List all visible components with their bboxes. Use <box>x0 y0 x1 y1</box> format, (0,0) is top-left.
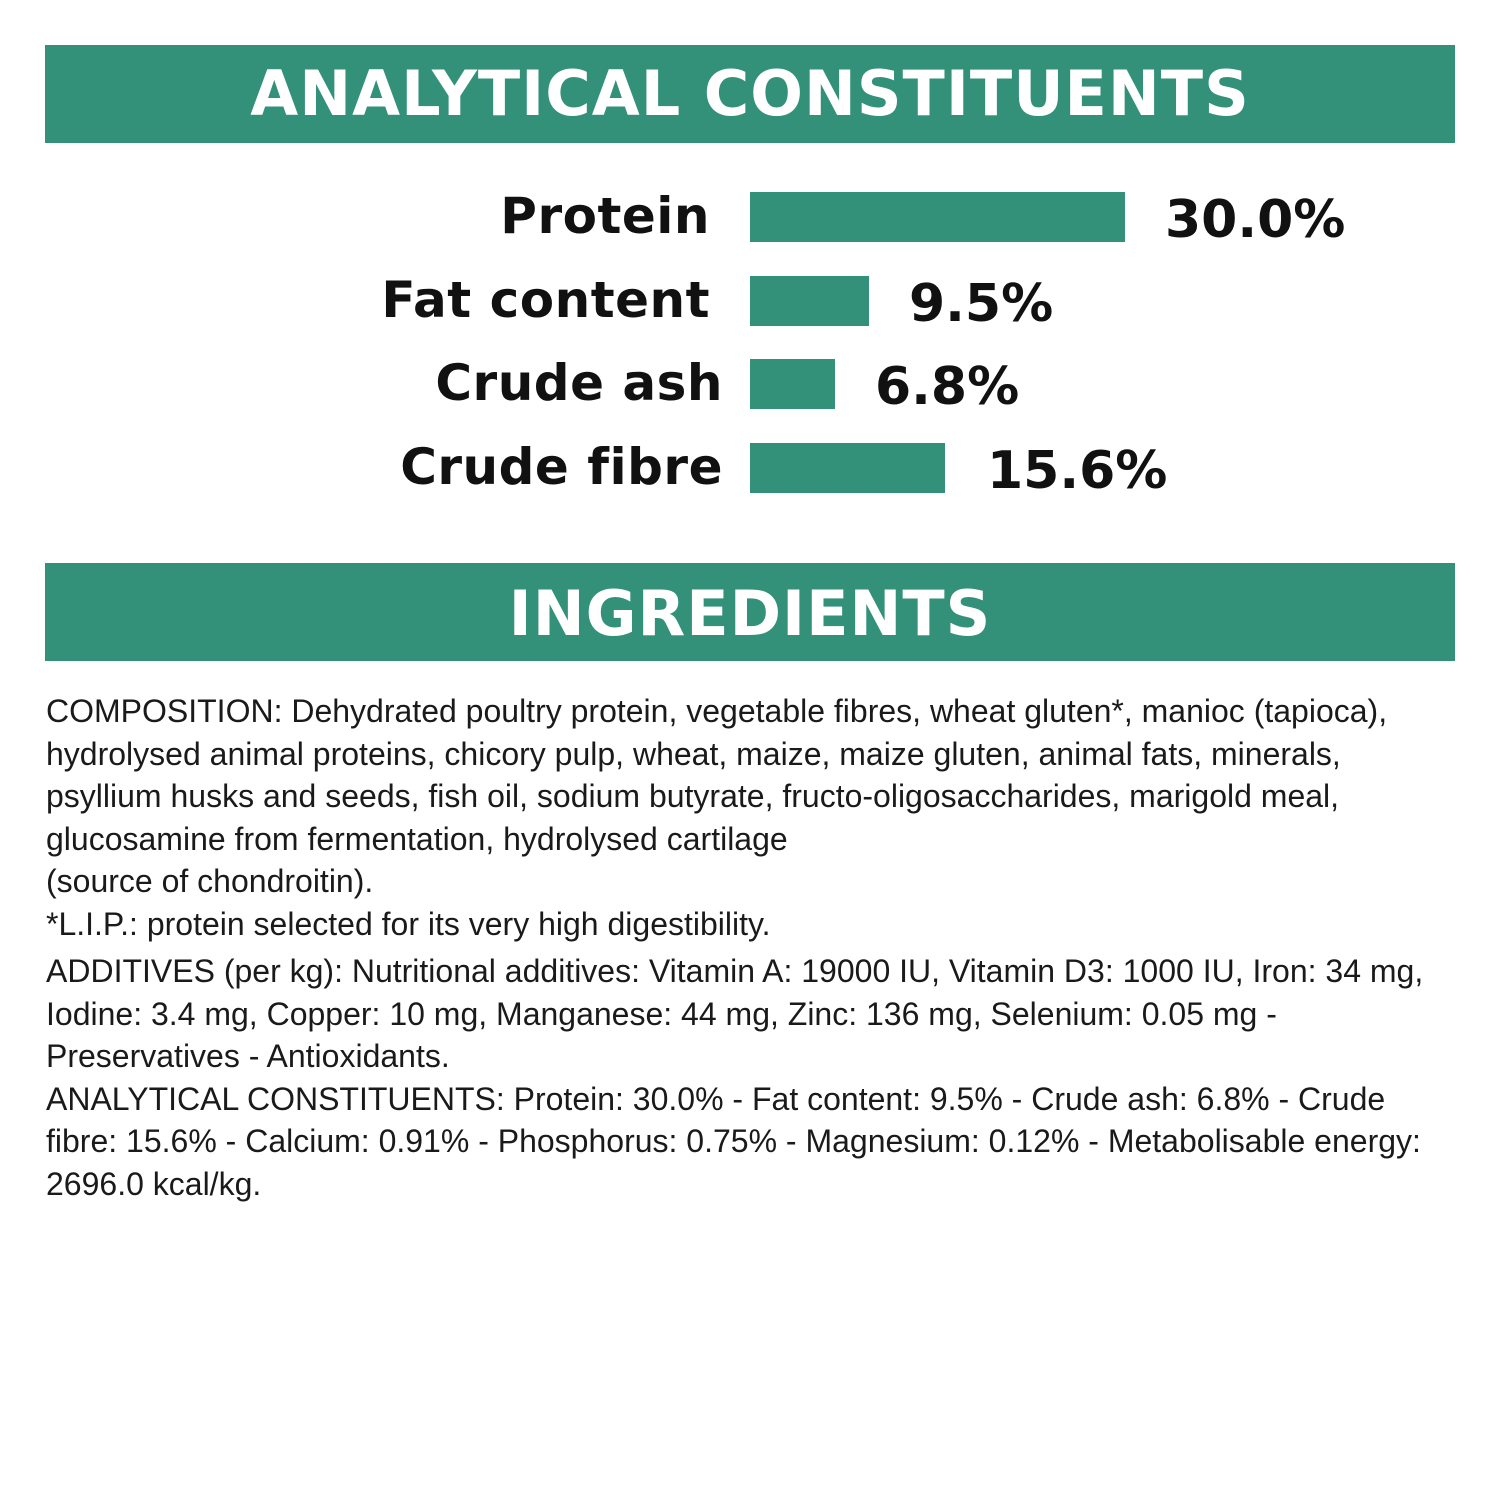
bar-label: Fat content <box>381 271 710 329</box>
bar-label: Crude fibre <box>400 438 723 496</box>
composition-list: COMPOSITION: Dehydrated poultry protein, vegetable fibres, wheat gluten*, manioc (tapioca), hydrolysed animal proteins, chicory pulp, wheat, maize, maize gluten, animal fats, minerals, psyllium husks and seeds, fish oil, sodium butyrate, fructo-oligosaccharides, marigold meal, glucosamine from fermentation, hydrolysed cartilage <box>46 693 1388 857</box>
bar-value-label: 30.0% <box>1165 190 1346 250</box>
bar <box>750 359 835 409</box>
bar-value-label: 9.5% <box>909 274 1054 334</box>
ingredients-text <box>46 690 1436 1205</box>
additives-text: ADDITIVES (per kg): Nutritional additives: Vitamin A: 19000 IU, Vitamin D3: 1000 IU, Iron: 34 mg, Iodine: 3.4 mg, Copper: 10 mg, Manganese: 44 mg, Zinc: 136 mg, Selenium: 0.05 mg - Preservatives - Antioxidants. <box>46 953 1424 1074</box>
analytical-summary-text: ANALYTICAL CONSTITUENTS: Protein: 30.0% - Fat content: 9.5% - Crude ash: 6.8% - Crude fibre: 15.6% - Calcium: 0.91% - Phosphorus: 0.75% - Magnesium: 0.12% - Metabolisable energy: 2696.0 kcal/kg. <box>46 1080 1421 1202</box>
chart-row-crude-ash <box>0 353 1500 417</box>
ingredients-header: INGREDIENTS <box>45 563 1455 661</box>
chart-row-crude-fibre <box>0 437 1500 501</box>
bar-label: Protein <box>500 187 710 245</box>
bar <box>750 192 1125 242</box>
composition-text <box>46 690 1436 945</box>
composition-source: (source of chondroitin). <box>46 863 374 899</box>
bar <box>750 276 869 326</box>
bar-label: Crude ash <box>435 354 723 412</box>
bar <box>750 443 945 493</box>
chart-row-fat-content <box>0 270 1500 334</box>
lip-footnote: *L.I.P.: protein selected for its very high digestibility. <box>46 905 771 942</box>
analytical-constituents-header: ANALYTICAL CONSTITUENTS <box>45 45 1455 143</box>
bar-value-label: 15.6% <box>987 441 1168 501</box>
chart-row-protein <box>0 186 1500 250</box>
bar-value-label: 6.8% <box>875 357 1020 417</box>
